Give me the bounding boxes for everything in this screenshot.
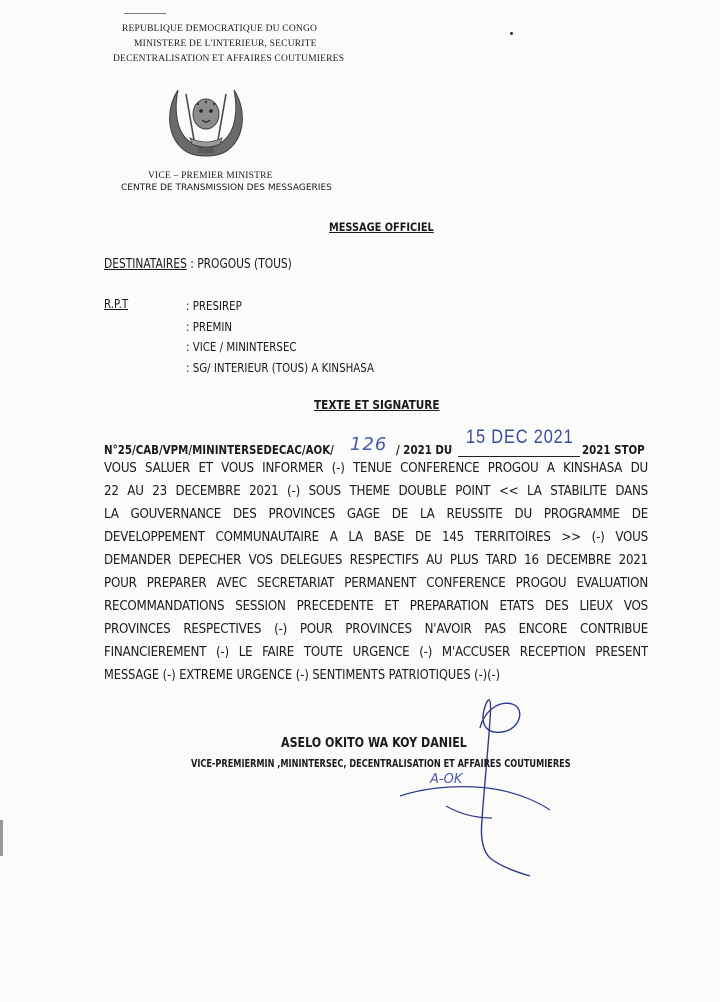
body-last-line: MESSAGE (-) EXTREME URGENCE (-) SENTIMENTS PATRIOTIQUES (-)(-) bbox=[104, 668, 501, 683]
body-line: FINANCIEREMENT (-) LE FAIRE TOUTE URGENCE (-) M'ACCUSER RECEPTION PRESENT bbox=[104, 645, 648, 660]
body-line: DEMANDER DEPECHER VOS DELEGUES RESPECTIFS AU PLUS TARD 16 DECEMBRE 2021 bbox=[104, 553, 648, 568]
date-stamp: 15 DEC 2021 bbox=[466, 427, 574, 448]
section-title: TEXTE ET SIGNATURE bbox=[314, 397, 440, 412]
scan-edge bbox=[0, 820, 3, 856]
signatory-name: ASELO OKITO WA KOY DANIEL bbox=[281, 735, 467, 751]
reference-number-handwritten: 126 bbox=[350, 434, 388, 455]
body-line: DEVELOPPEMENT COMMUNAUTAIRE A LA BASE DE 145 TERRITOIRES >> (-) VOUS bbox=[104, 530, 648, 545]
body-line: RECOMMANDATIONS SESSION PRECEDENTE ET PREPARATION ETATS DES LIEUX VOS bbox=[104, 599, 648, 614]
header-centre: CENTRE DE TRANSMISSION DES MESSAGERIES bbox=[121, 183, 332, 193]
body-line: POUR PREPARER AVEC SECRETARIAT PERMANENT CONFERENCE PROGOU EVALUATION bbox=[104, 576, 648, 591]
header-dot bbox=[510, 32, 513, 35]
rpt-list bbox=[186, 296, 374, 378]
rpt-item: : PRESIREP bbox=[186, 298, 242, 313]
reference-suffix: 2021 STOP bbox=[582, 442, 645, 457]
document-title: MESSAGE OFFICIEL bbox=[329, 220, 434, 234]
destinataires-value: : PROGOUS (TOUS) bbox=[190, 257, 292, 272]
header-ministry-line2: DECENTRALISATION ET AFFAIRES COUTUMIERES bbox=[113, 54, 345, 64]
handwritten-signature bbox=[380, 690, 570, 890]
header-office: VICE – PREMIER MINISTRE bbox=[148, 171, 273, 181]
body-line: VOUS SALUER ET VOUS INFORMER (-) TENUE CONFERENCE PROGOU A KINSHASA DU bbox=[104, 461, 648, 476]
header-top-rule bbox=[124, 13, 166, 14]
header-ministry-line1: MINISTERE DE L'INTERIEUR, SECURITE bbox=[134, 39, 317, 49]
rpt-item: : PREMIN bbox=[186, 318, 233, 334]
destinataires-row bbox=[104, 257, 292, 272]
header-country: REPUBLIQUE DEMOCRATIQUE DU CONGO bbox=[122, 24, 318, 34]
body-line: PROVINCES RESPECTIVES (-) POUR PROVINCES N'AVOIR PAS ENCORE CONTRIBUE bbox=[104, 622, 648, 637]
rpt-item: : SG/ INTERIEUR (TOUS) A KINSHASA bbox=[186, 359, 375, 375]
coat-of-arms-emblem bbox=[164, 80, 248, 162]
rpt-item: : VICE / MININTERSEC bbox=[186, 339, 297, 354]
body-line: 22 AU 23 DECEMBRE 2021 (-) SOUS THEME DOUBLE POINT << LA STABILITE DANS bbox=[104, 484, 648, 499]
body-line: LA GOUVERNANCE DES PROVINCES GAGE DE LA REUSSITE DU PROGRAMME DE bbox=[104, 507, 648, 522]
reference-prefix: N°25/CAB/VPM/MININTERSEDECAC/AOK/ bbox=[104, 442, 334, 457]
date-underline bbox=[458, 456, 580, 457]
rpt-label: R.P.T bbox=[104, 296, 129, 311]
destinataires-label: DESTINATAIRES bbox=[104, 257, 187, 272]
signature-initials: A-OK bbox=[430, 772, 463, 787]
reference-year-du: / 2021 DU bbox=[396, 442, 453, 457]
signatory-title: VICE-PREMIERMIN ,MININTERSEC, DECENTRALISATION ET AFFAIRES COUTUMIERES bbox=[191, 758, 571, 770]
